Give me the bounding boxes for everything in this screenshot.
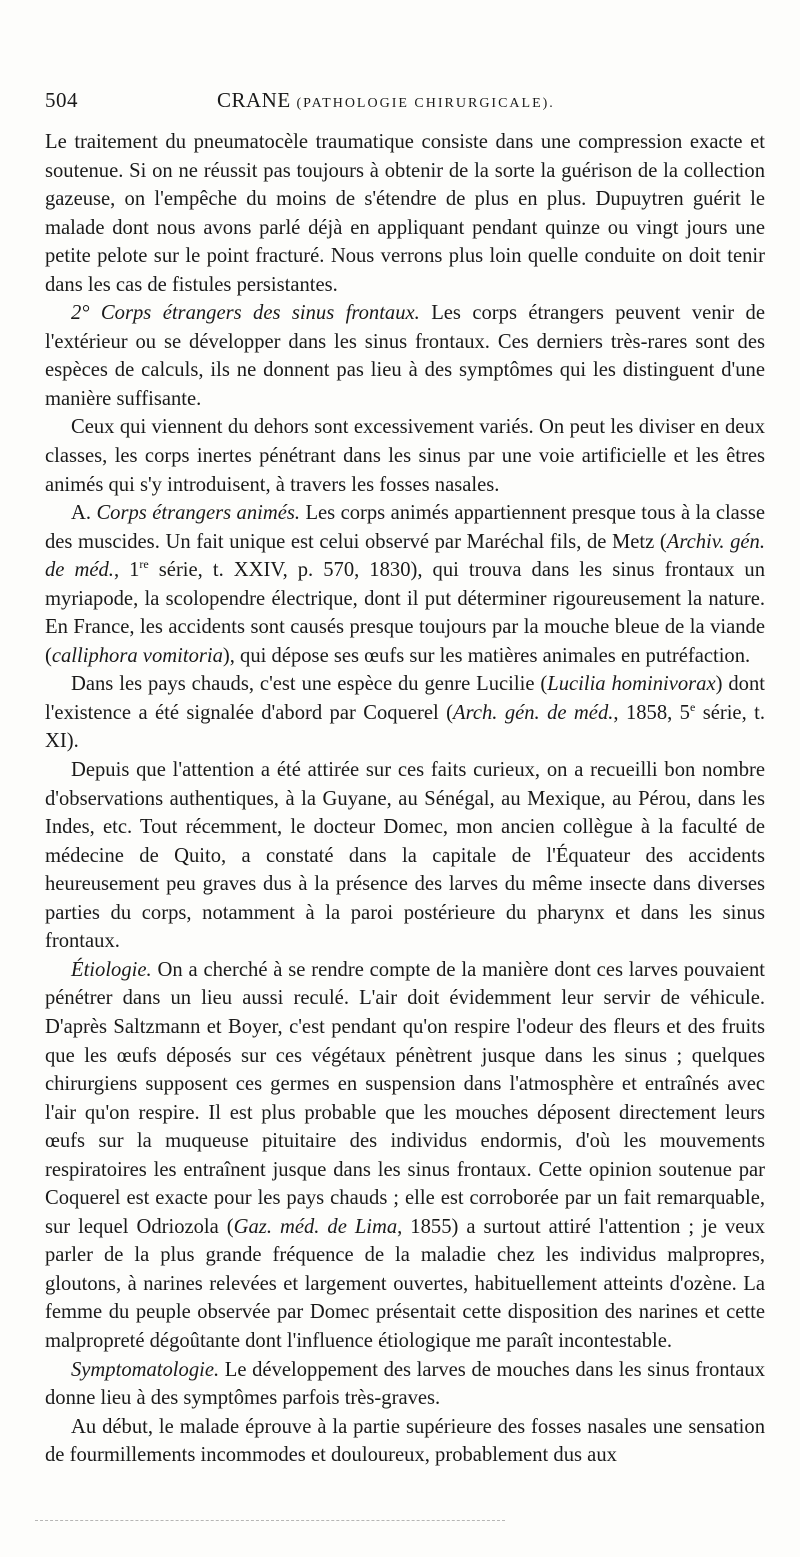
footer-scan-marks	[35, 1520, 505, 1523]
section-heading-animate-bodies: Corps étrangers animés.	[96, 502, 301, 525]
running-head-subtitle: (PATHOLOGIE CHIRURGICALE).	[296, 96, 555, 111]
body-text	[45, 128, 765, 1470]
running-head	[217, 88, 555, 113]
section-heading-foreign-bodies: 2° Corps étrangers des sinus frontaux.	[71, 302, 420, 325]
paragraph-animate-bodies: A. Corps étrangers animés. Les corps animés appartiennent presque tous à la classe des muscides. Un fait unique est celui observé par Maréchal fils, de Metz (Archiv. gén. de méd., 1re série, t. XXIV, p. 570, 1830), qui trouva dans les sinus frontaux un myriapode, la scolopendre électrique, dont il put déterminer rigoureusement la nature. En France, les accidents sont causés presque toujours par la mouche bleue de la viande (calliphora vomitoria), qui dépose ses œufs sur les matières animales en putréfaction.	[45, 502, 765, 667]
paragraph-external-bodies: Ceux qui viennent du dehors sont excessivement variés. On peut les diviser en deux classes, les corps inertes pénétrant dans les sinus par une voie artificielle et les êtres animés qui s'y introduisent, à travers les fosses nasales.	[45, 416, 765, 496]
paragraph-symptomatology: Symptomatologie. Le développement des larves de mouches dans les sinus frontaux donne lieu à des symptômes parfois très-graves.	[45, 1358, 765, 1410]
paragraph-hot-countries: Dans les pays chauds, c'est une espèce du genre Lucilie (Lucilia hominivorax) dont l'existence a été signalée d'abord par Coquerel (Arch. gén. de méd., 1858, 5e série, t. XI).	[45, 673, 765, 753]
page-number: 504	[45, 88, 78, 112]
paragraph-etiology: Étiologie. On a cherché à se rendre compte de la manière dont ces larves pouvaient pénétrer dans un lieu aussi reculé. L'air doit évidemment leur servir de véhicule. D'après Saltzmann et Boyer, c'est pendant qu'on respire l'odeur des fleurs et des fruits que les œufs déposés sur ces végétaux pénètrent jusque dans les sinus ; quelques chirurgiens supposent ces germes en suspension dans l'atmosphère et entraînés avec l'air qu'on respire. Il est plus probable que les mouches déposent directement leurs œufs sur la muqueuse pituitaire des individus endormis, d'où les mouvements respiratoires les entraînent jusque dans les sinus frontaux. Cette opinion soutenue par Coquerel est exacte pour les pays chauds ; elle est corroborée par un fait remarquable, sur lequel Odriozola (Gaz. méd. de Lima, 1855) a surtout attiré l'attention ; je veux parler de la plus grande fréquence de la maladie chez les individus malpropres, gloutons, à narines relevées et largement ouvertes, habituellement atteints d'ozène. La femme du peuple observée par Domec présentait cette disposition des narines et cette malpropreté dégoûtante dont l'influence étiologique me paraît incontestable.	[45, 958, 765, 1352]
running-head-title: CRANE	[217, 88, 291, 112]
section-heading-symptomatology: Symptomatologie.	[71, 1358, 220, 1381]
paragraph-pneumatocele-treatment: Le traitement du pneumatocèle traumatique consiste dans une compression exacte et soutenue. Si on ne réussit pas toujours à obtenir de la sorte la guérison de la collection gazeuse, on l'empêche du moins de s'étendre de plus en plus. Dupuytren guérit le malade dont nous avons parlé déjà en appliquant pendant quinze ou vingt jours une petite pelote sur le point fracturé. Nous verrons plus loin quelle conduite on doit tenir dans les cas de fistules persistantes.	[45, 131, 765, 296]
paragraph-observations: Depuis que l'attention a été attirée sur ces faits curieux, on a recueilli bon nombre d'observations authentiques, à la Guyane, au Sénégal, au Mexique, au Pérou, dans les Indes, etc. Tout récemment, le docteur Domec, mon ancien collègue à la faculté de médecine de Quito, a constaté dans la capitale de l'Équateur des accidents heureusement peu graves dus à la présence des larves du même insecte dans diverses parties du corps, notamment à la paroi postérieure du pharynx et dans les sinus frontaux.	[45, 759, 765, 953]
paragraph-foreign-bodies: 2° Corps étrangers des sinus frontaux. Les corps étrangers peuvent venir de l'extérieur ou se développer dans les sinus frontaux. Ces derniers très-rares sont des espèces de calculs, ils ne donnent pas lieu à des symptômes qui les distinguent d'une manière suffisante.	[45, 302, 765, 410]
page-header	[45, 88, 765, 124]
section-heading-etiology: Étiologie.	[71, 958, 152, 981]
paragraph-onset: Au début, le malade éprouve à la partie supérieure des fosses nasales une sensation de fourmillements incommodes et douloureux, probablement dus aux	[45, 1415, 765, 1467]
